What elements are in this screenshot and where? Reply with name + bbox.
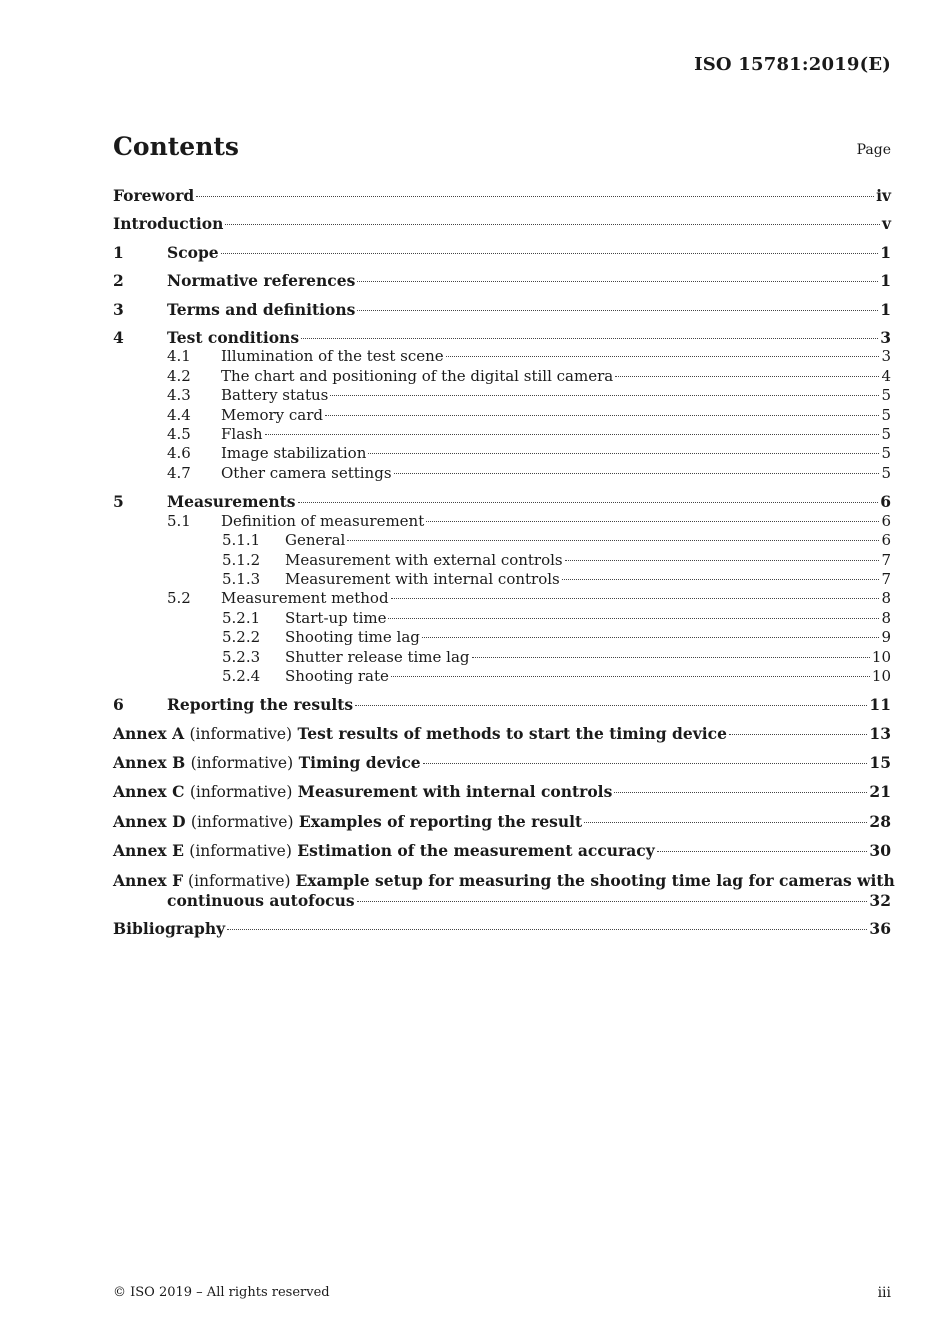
toc-page: v bbox=[881, 214, 891, 234]
annex-prefix: Annex B bbox=[113, 753, 186, 773]
toc-entry-4-3[interactable] bbox=[113, 386, 891, 405]
toc-entry-annex-a[interactable] bbox=[113, 724, 891, 745]
toc-entry-5-2-4[interactable] bbox=[113, 667, 891, 686]
annex-title: Example setup for measuring the shooting time lag for cameras with bbox=[295, 870, 895, 890]
document-id: ISO 15781:2019(E) bbox=[694, 54, 891, 75]
page-title: Contents bbox=[113, 132, 240, 161]
toc-number: 5.1 bbox=[167, 511, 191, 530]
toc-page: 4 bbox=[881, 366, 891, 385]
toc-number: 5.2.2 bbox=[222, 628, 261, 647]
toc-number: 5.2.3 bbox=[222, 647, 261, 666]
leader-dots bbox=[562, 579, 880, 580]
toc-label: Measurement with external controls bbox=[285, 550, 563, 569]
toc-number: 6 bbox=[113, 695, 124, 715]
annex-prefix: Annex E bbox=[113, 841, 184, 861]
toc-page: 5 bbox=[881, 386, 891, 405]
toc-label: Test conditions bbox=[167, 327, 300, 347]
toc-page: 15 bbox=[869, 753, 891, 773]
leader-dots bbox=[298, 502, 879, 503]
toc-label bbox=[113, 841, 655, 862]
leader-dots bbox=[221, 253, 879, 254]
leader-dots bbox=[391, 598, 880, 599]
leader-dots bbox=[391, 676, 870, 677]
leader-dots bbox=[565, 560, 880, 561]
toc-number: 4 bbox=[113, 327, 124, 347]
leader-dots bbox=[330, 395, 879, 396]
toc-label bbox=[113, 753, 421, 774]
toc-entry-bibliography[interactable] bbox=[113, 919, 891, 939]
toc-entry-4-5[interactable] bbox=[113, 425, 891, 444]
toc-entry-5-1-2[interactable] bbox=[113, 551, 891, 570]
toc-number: 4.6 bbox=[167, 444, 191, 463]
contents-title-row bbox=[113, 132, 891, 164]
toc-label: Measurement with internal controls bbox=[285, 569, 560, 588]
toc-entry-5-2-3[interactable] bbox=[113, 648, 891, 667]
annex-info: (informative) bbox=[189, 783, 293, 802]
annex-title: Estimation of the measurement accuracy bbox=[297, 841, 655, 861]
toc-label: Reporting the results bbox=[167, 695, 354, 715]
leader-dots bbox=[394, 473, 880, 474]
leader-dots bbox=[426, 521, 879, 522]
toc-label: Image stabilization bbox=[221, 444, 367, 463]
toc-entry-annex-b[interactable] bbox=[113, 753, 891, 774]
toc-entry-5-2[interactable] bbox=[113, 589, 891, 608]
toc-entry-introduction[interactable] bbox=[113, 214, 891, 234]
toc-number: 4.5 bbox=[167, 425, 191, 444]
annex-info: (informative) bbox=[189, 842, 292, 861]
toc-number: 4.7 bbox=[167, 463, 191, 482]
toc-page: iv bbox=[876, 186, 891, 205]
toc-entry-annex-f[interactable] bbox=[113, 870, 895, 911]
toc-entry-5-1-1[interactable] bbox=[113, 531, 891, 550]
toc-entry-4-7[interactable] bbox=[113, 464, 891, 483]
toc-page: 28 bbox=[869, 811, 891, 831]
annex-info: (informative) bbox=[188, 871, 291, 890]
annex-title: Timing device bbox=[298, 753, 421, 773]
toc-page: 3 bbox=[880, 327, 891, 347]
page-column-label: Page bbox=[856, 142, 891, 158]
leader-dots bbox=[423, 763, 868, 764]
toc-page: 13 bbox=[869, 723, 891, 743]
toc-label: Flash bbox=[221, 425, 263, 444]
toc-page: 5 bbox=[881, 463, 891, 482]
leader-dots bbox=[301, 338, 878, 339]
toc-label: Memory card bbox=[221, 405, 324, 424]
toc-label: The chart and positioning of the digital still camera bbox=[221, 366, 614, 385]
toc-entry-annex-d[interactable] bbox=[113, 812, 891, 833]
toc-page: 8 bbox=[881, 589, 891, 608]
toc-page: 11 bbox=[869, 695, 891, 715]
toc-page: 3 bbox=[881, 347, 891, 366]
annex-info: (informative) bbox=[189, 724, 293, 743]
toc-label: Battery status bbox=[221, 386, 329, 405]
toc-entry-test-conditions[interactable] bbox=[113, 328, 891, 348]
leader-dots bbox=[227, 929, 867, 930]
toc-entry-4-1[interactable] bbox=[113, 347, 891, 366]
toc-page: 1 bbox=[880, 242, 891, 262]
toc-page: 5 bbox=[881, 405, 891, 424]
toc-entry-foreword[interactable] bbox=[113, 186, 891, 206]
leader-dots bbox=[357, 901, 868, 902]
toc-number: 4.1 bbox=[167, 347, 191, 366]
toc-label: Illumination of the test scene bbox=[221, 347, 444, 366]
toc-label: Other camera settings bbox=[221, 463, 392, 482]
toc-label bbox=[113, 812, 582, 833]
toc-label: Measurement method bbox=[221, 589, 389, 608]
toc-page: 6 bbox=[880, 492, 891, 512]
toc-number: 4.3 bbox=[167, 386, 191, 405]
annex-f-first-line bbox=[113, 870, 895, 892]
toc-label bbox=[113, 724, 727, 745]
toc-page: 36 bbox=[869, 919, 891, 939]
toc-number: 3 bbox=[113, 299, 124, 319]
toc-entry-annex-e[interactable] bbox=[113, 841, 891, 862]
leader-dots bbox=[357, 281, 878, 282]
toc-entry-4-2[interactable] bbox=[113, 367, 891, 386]
toc-page: 6 bbox=[881, 531, 891, 550]
toc-label: Shutter release time lag bbox=[285, 647, 470, 666]
annex-f-second-line bbox=[113, 891, 891, 911]
toc-page: 7 bbox=[881, 550, 891, 569]
toc-page: 1 bbox=[880, 299, 891, 319]
leader-dots bbox=[615, 376, 879, 377]
annex-title: Examples of reporting the result bbox=[298, 811, 583, 831]
toc-label: Introduction bbox=[113, 214, 224, 234]
toc-number: 4.2 bbox=[167, 366, 191, 385]
toc-label: Bibliography bbox=[113, 919, 226, 939]
toc-entry-5-1[interactable] bbox=[113, 512, 891, 531]
toc-label bbox=[113, 782, 612, 803]
annex-prefix: Annex F bbox=[113, 870, 184, 890]
toc-number: 2 bbox=[113, 271, 124, 291]
toc-entry-4-6[interactable] bbox=[113, 444, 891, 463]
toc-page: 6 bbox=[881, 511, 891, 530]
toc-entry-normative-references[interactable] bbox=[113, 271, 891, 291]
toc-entry-scope[interactable] bbox=[113, 243, 891, 263]
leader-dots bbox=[347, 540, 879, 541]
leader-dots bbox=[729, 734, 867, 735]
leader-dots bbox=[368, 453, 879, 454]
leader-dots bbox=[657, 851, 868, 852]
toc-page: 10 bbox=[871, 647, 891, 666]
toc-label: Definition of measurement bbox=[221, 511, 425, 530]
toc-page: 1 bbox=[880, 271, 891, 291]
toc-entry-measurements[interactable] bbox=[113, 492, 891, 512]
toc-page: 21 bbox=[869, 782, 891, 802]
leader-dots bbox=[225, 224, 880, 225]
leader-dots bbox=[355, 705, 867, 706]
annex-prefix: Annex D bbox=[113, 811, 186, 831]
toc-label: continuous autofocus bbox=[167, 891, 355, 911]
toc-page: 5 bbox=[881, 425, 891, 444]
toc-label: Foreword bbox=[113, 186, 195, 205]
toc-label: General bbox=[285, 531, 346, 550]
annex-title: Measurement with internal controls bbox=[297, 782, 613, 802]
annex-prefix: Annex C bbox=[113, 782, 185, 802]
toc-page: 10 bbox=[871, 666, 891, 685]
leader-dots bbox=[422, 637, 880, 638]
toc-entry-5-2-1[interactable] bbox=[113, 609, 891, 628]
footer-page-number: iii bbox=[877, 1285, 891, 1301]
toc-number: 1 bbox=[113, 242, 124, 262]
toc-label: Measurements bbox=[167, 492, 296, 512]
leader-dots bbox=[357, 310, 878, 311]
toc-page: 9 bbox=[881, 628, 891, 647]
toc-label: Terms and definitions bbox=[167, 299, 356, 319]
toc-page: 7 bbox=[881, 569, 891, 588]
toc-entry-reporting-results[interactable] bbox=[113, 695, 891, 715]
toc-label: Shooting rate bbox=[285, 666, 389, 685]
toc-label: Normative references bbox=[167, 271, 356, 291]
toc-entry-5-2-2[interactable] bbox=[113, 628, 891, 647]
annex-info: (informative) bbox=[190, 812, 294, 831]
toc-page: 32 bbox=[869, 891, 891, 911]
toc-page: 5 bbox=[881, 444, 891, 463]
toc-number: 5.2.1 bbox=[222, 608, 261, 627]
annex-title: Test results of methods to start the timing device bbox=[297, 723, 727, 743]
toc-number: 5.1.1 bbox=[222, 531, 261, 550]
leader-dots bbox=[325, 415, 879, 416]
toc-number: 5.2 bbox=[167, 589, 191, 608]
toc-label: Scope bbox=[167, 242, 219, 262]
toc-label: Start-up time bbox=[285, 608, 387, 627]
toc-entry-4-4[interactable] bbox=[113, 406, 891, 425]
toc-entry-annex-c[interactable] bbox=[113, 782, 891, 803]
leader-dots bbox=[196, 196, 874, 197]
footer-copyright: © ISO 2019 – All rights reserved bbox=[113, 1285, 330, 1300]
annex-prefix: Annex A bbox=[113, 723, 185, 743]
leader-dots bbox=[446, 356, 880, 357]
leader-dots bbox=[584, 822, 867, 823]
leader-dots bbox=[614, 792, 867, 793]
toc-number: 5.2.4 bbox=[222, 666, 261, 685]
toc-number: 5 bbox=[113, 492, 124, 512]
leader-dots bbox=[265, 434, 880, 435]
leader-dots bbox=[388, 618, 879, 619]
toc-page: 30 bbox=[869, 841, 891, 861]
toc-number: 5.1.2 bbox=[222, 550, 261, 569]
toc-entry-terms-definitions[interactable] bbox=[113, 300, 891, 320]
toc-entry-5-1-3[interactable] bbox=[113, 570, 891, 589]
toc-label: Shooting time lag bbox=[285, 628, 420, 647]
table-of-contents bbox=[113, 186, 895, 939]
leader-dots bbox=[472, 657, 870, 658]
toc-page: 8 bbox=[881, 608, 891, 627]
toc-number: 5.1.3 bbox=[222, 569, 261, 588]
annex-info: (informative) bbox=[190, 754, 294, 773]
toc-number: 4.4 bbox=[167, 405, 191, 424]
